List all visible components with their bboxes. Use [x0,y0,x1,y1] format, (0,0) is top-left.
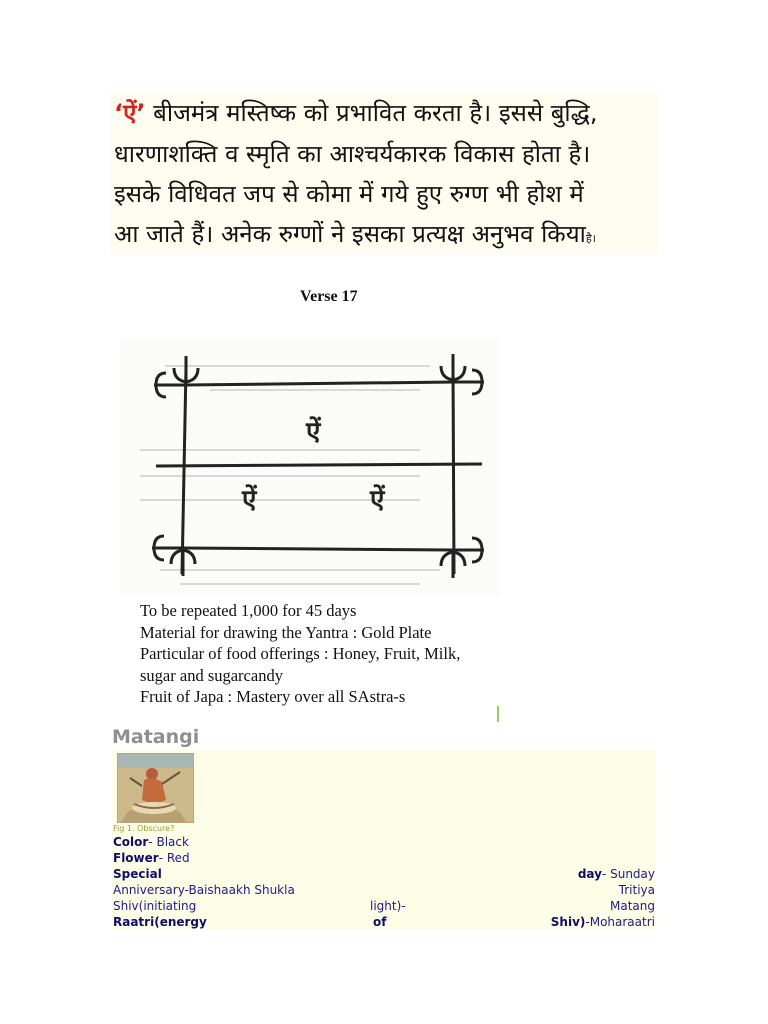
yantra-syllable-top: ऐं [306,417,321,447]
verse-heading: Verse 17 [300,288,358,305]
green-marker [497,706,499,722]
attr-color [113,835,189,849]
section-title: Matangi [112,726,200,748]
yantra-details [140,600,460,708]
attr-shiv-label: Shiv) [550,915,586,929]
attr-special [113,867,162,881]
figure-caption: Fig 1. Obscure? [113,824,175,833]
attr-flower-value: - Red [158,851,190,865]
hindi-line-3: इसके विधिवत जप से कोमा में गये हुए रुग्ण भी होश में [114,180,584,208]
attr-day-label: day [577,867,602,881]
attr-moharaatri: -Moharaatri [585,915,655,929]
yantra-diagram [120,338,500,596]
attr-raatri [113,915,207,929]
yantra-detail-food: Particular of food offerings : Honey, Fruit, Milk, [140,644,461,663]
yantra-detail-fruit: Fruit of Japa : Mastery over all SAstra-s [140,687,406,706]
hindi-paragraph [110,92,658,254]
yantra-detail-repeat: To be repeated 1,000 for 45 days [140,601,357,620]
attr-color-value: - Black [148,835,189,849]
attr-tritiya: Tritiya [618,883,655,897]
hindi-line-4-text: आ जाते हैं। अनेक रुग्णों ने इसका प्रत्यक्ष अनुभव किया [114,220,586,248]
attr-anniversary: Anniversary-Baishaakh Shukla [113,883,295,897]
yantra-syllable-left: ऐं [242,485,257,515]
hindi-line-2: धारणाशक्ति व स्मृति का आश्चर्यकारक विकास होता है। [114,140,591,168]
attr-light: light)- [370,899,406,913]
goddess-painting-icon [118,754,193,822]
hindi-line-1-text: बीजमंत्र मस्तिष्क को प्रभावित करता है। इससे बुद्धि, [145,99,598,127]
yantra-image [120,338,500,596]
attr-day-value: - Sunday [601,867,655,881]
attr-special-label: Special [113,867,162,881]
hindi-line-4 [114,217,596,250]
attr-raatri-label: Raatri(energy [113,915,207,929]
attr-flower-label: Flower [113,851,159,865]
bija-quote: ‘ऐं’ [114,99,146,127]
attr-shiv-initiating: Shiv(initiating [113,899,197,913]
hindi-line-4-end: है। [585,232,596,245]
yantra-syllable-right: ऐं [370,485,385,515]
attr-of-label: of [373,915,387,929]
matangi-figure-image [117,753,194,823]
yantra-detail-food-cont: sugar and sugarcandy [140,665,283,685]
yantra-detail-material: Material for drawing the Yantra : Gold Plate [140,622,432,642]
attr-shiv [551,915,655,929]
attr-day [578,867,655,881]
yantra-frame [156,366,482,574]
attr-of [373,915,386,929]
attr-matang: Matang [610,899,655,913]
attr-color-label: Color [113,835,149,849]
hindi-line-1 [114,96,597,129]
attr-flower [113,851,190,865]
